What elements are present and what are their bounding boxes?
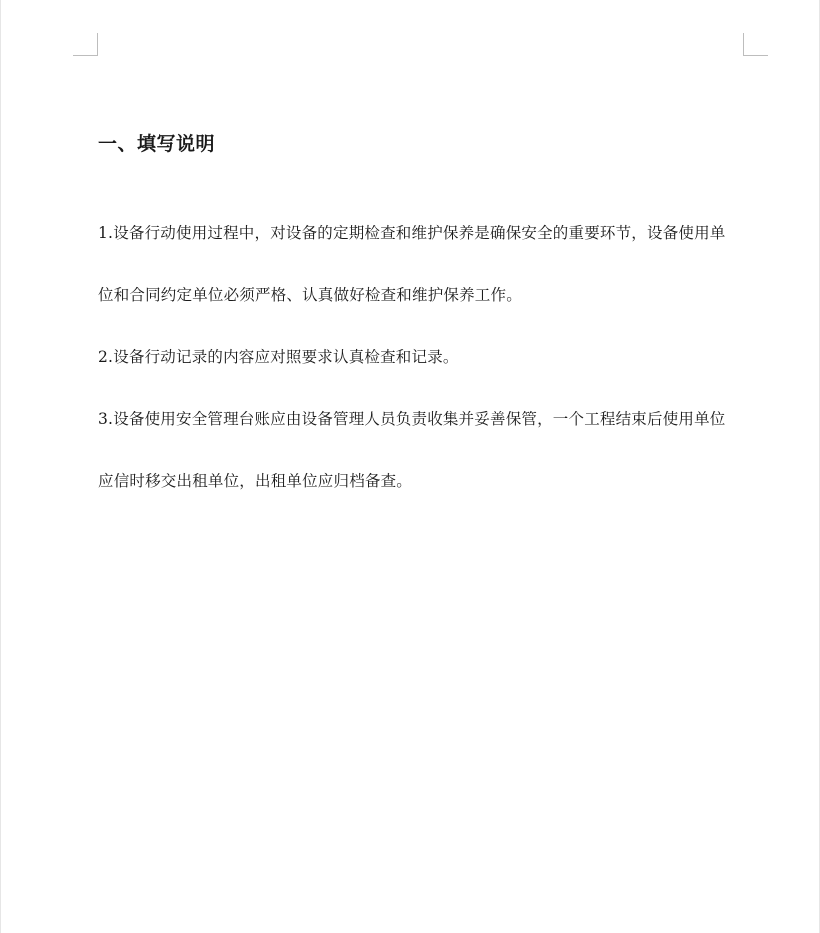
top-left-margin-mark	[73, 33, 98, 56]
top-right-margin-mark	[743, 33, 768, 56]
section-heading: 一、填写说明	[98, 133, 216, 155]
document-body	[98, 128, 738, 512]
paragraph-1-line-2: 位和合同约定单位必须严格、认真做好检查和维护保养工作。	[98, 286, 522, 304]
paragraph-3-line-2: 应信时移交出租单位，出租单位应归档备查。	[98, 472, 413, 490]
paragraph-1-line-1: 1.设备行动使用过程中，对设备的定期检查和维护保养是确保安全的重要环节，设备使用单	[98, 224, 726, 242]
paragraph-3-line-1: 3.设备使用安全管理台账应由设备管理人员负责收集并妥善保管，一个工程结束后使用单位	[98, 410, 726, 428]
paragraph-2-line-1: 2.设备行动记录的内容应对照要求认真检查和记录。	[98, 348, 459, 366]
